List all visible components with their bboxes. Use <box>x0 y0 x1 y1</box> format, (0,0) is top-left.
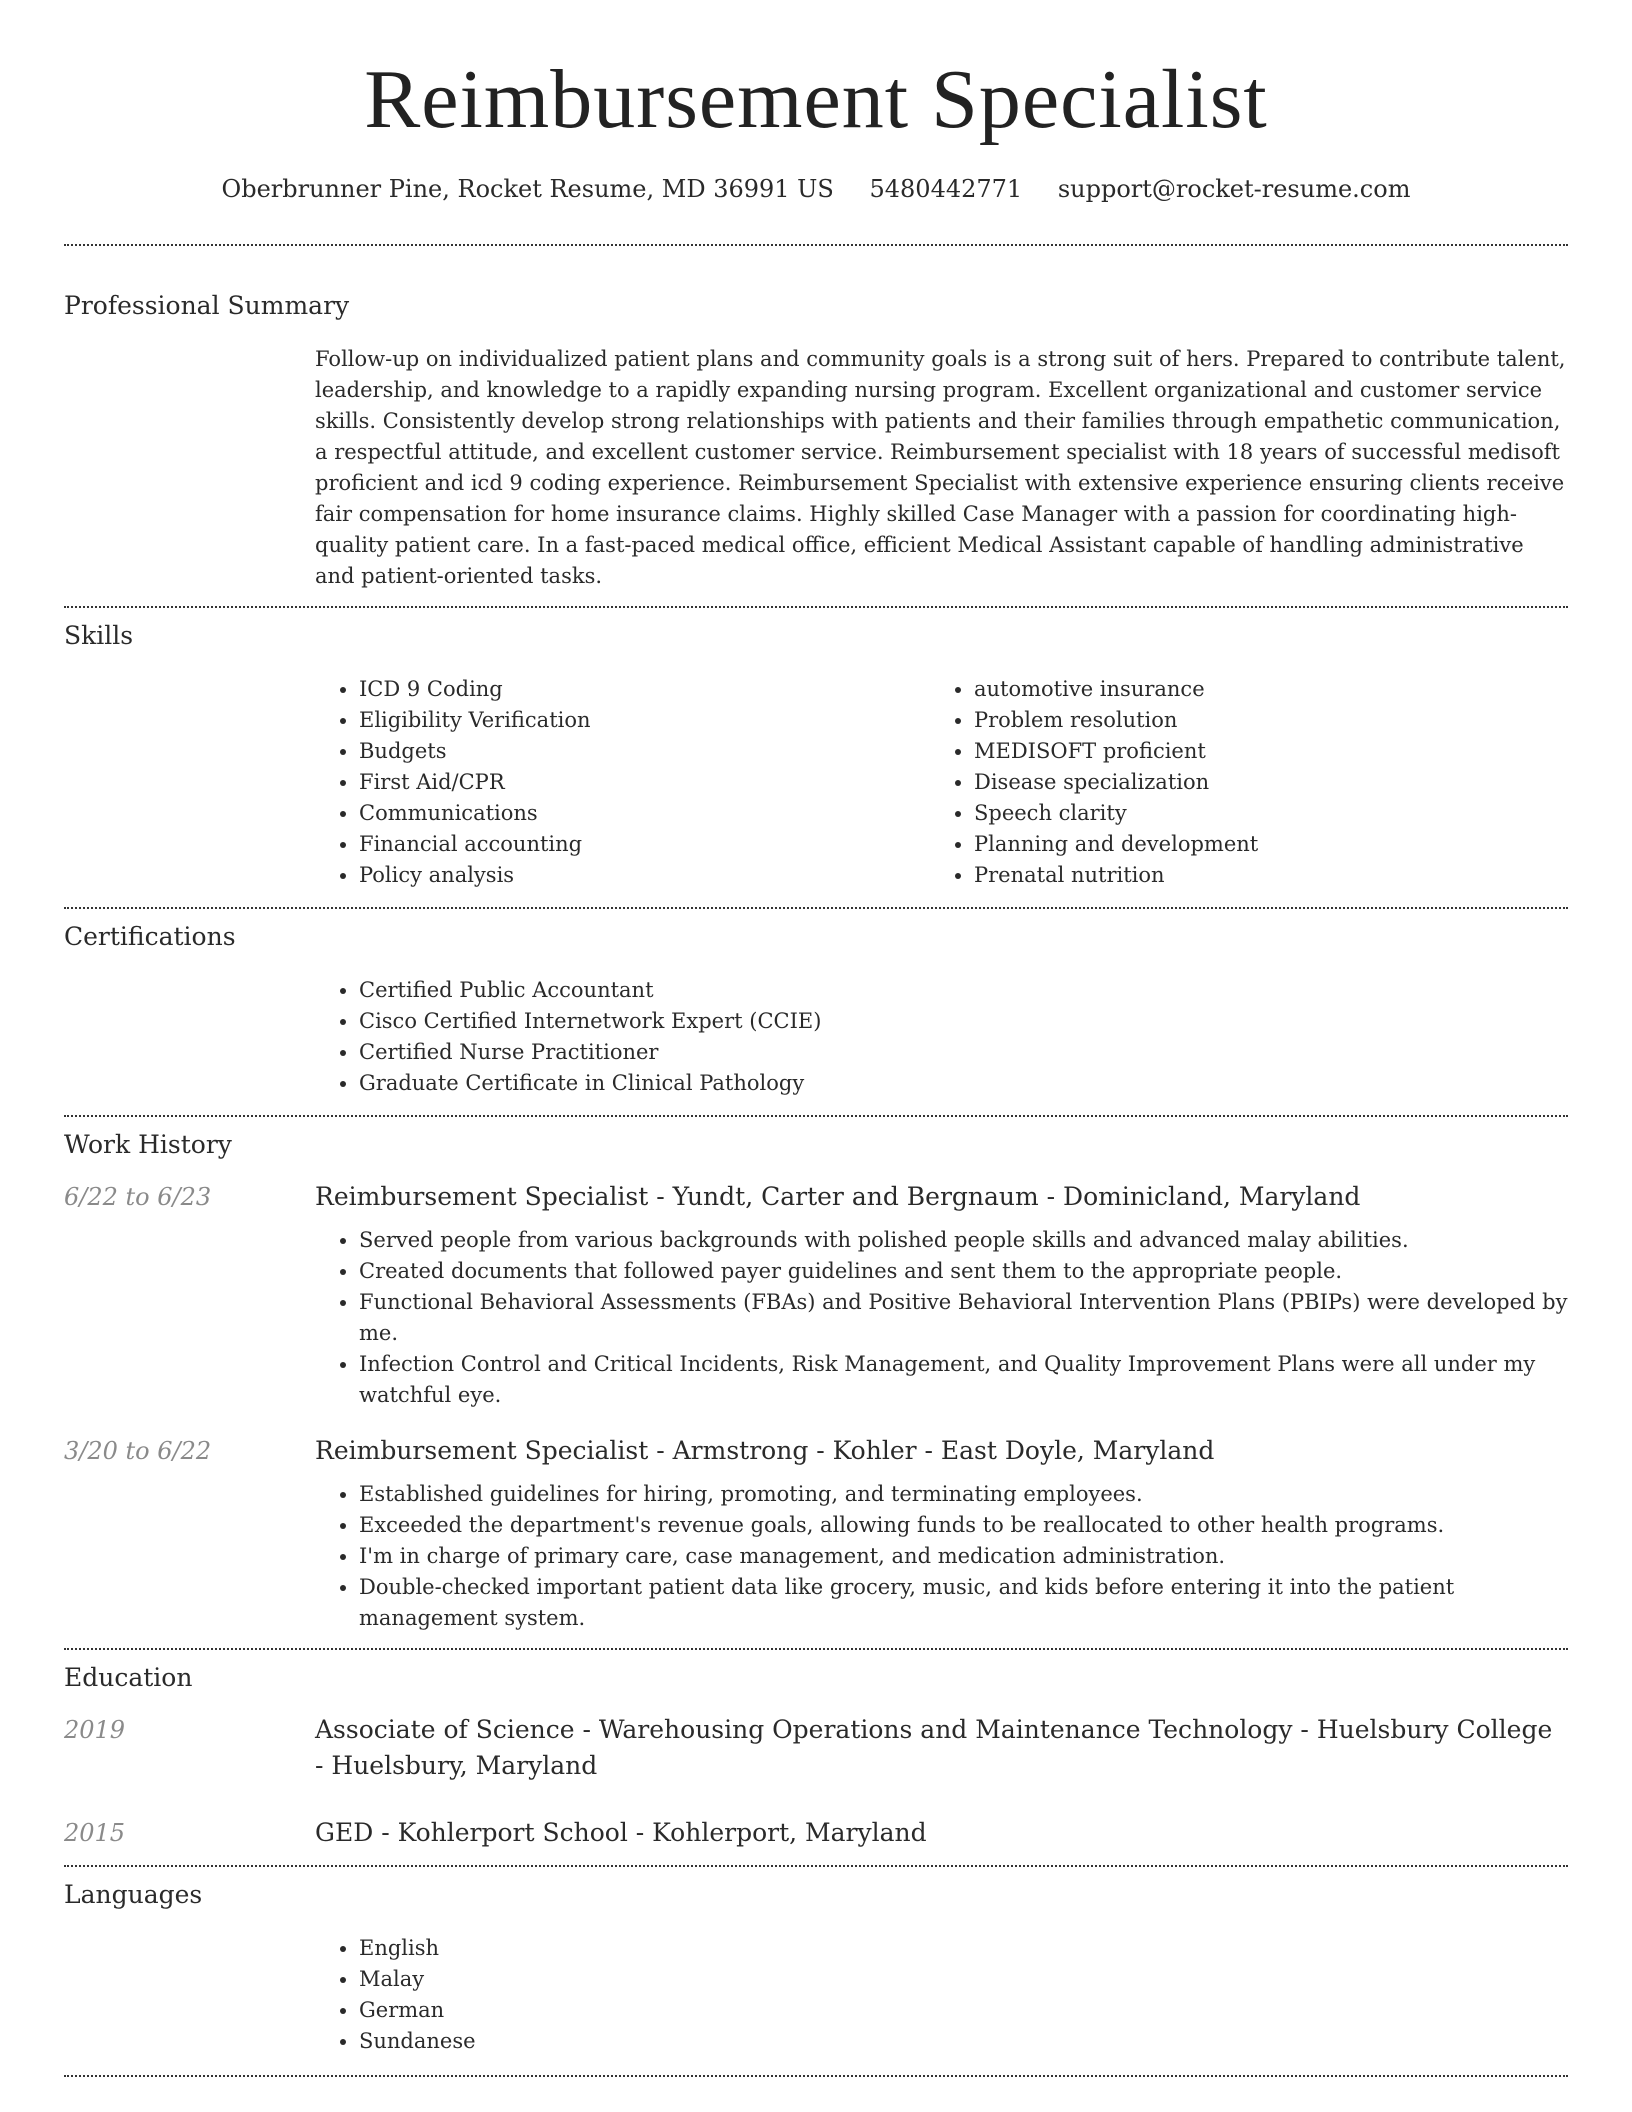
contact-email: support@rocket-resume.com <box>1057 175 1411 203</box>
section-title-education: Education <box>64 1663 193 1692</box>
section-education <box>64 1650 1568 1851</box>
skill-item: • ICD 9 Coding <box>359 674 930 705</box>
skill-item: • Financial accounting <box>359 829 930 860</box>
section-title-summary: Professional Summary <box>64 291 350 320</box>
skill-item: • Communications <box>359 798 930 829</box>
contact-address: Oberbrunner Pine, Rocket Resume, MD 36991 US <box>221 175 834 203</box>
language-item: • German <box>359 1995 1568 2026</box>
skill-item: • Planning and development <box>974 829 1545 860</box>
job-title: Reimbursement Specialist - Armstrong - Kohler - East Doyle, Maryland <box>315 1436 1215 1465</box>
education-entry <box>64 1712 1568 1784</box>
job-bullet: • Exceeded the department's revenue goals, allowing funds to be reallocated to other health programs. <box>359 1510 1568 1541</box>
section-certifications <box>64 909 1568 1099</box>
section-title-skills: Skills <box>64 621 134 650</box>
section-work-history <box>64 1117 1568 1634</box>
skill-item: • Disease specialization <box>974 767 1545 798</box>
section-title-certifications: Certifications <box>64 922 236 951</box>
skill-item: • Budgets <box>359 736 930 767</box>
section-title-languages: Languages <box>64 1880 203 1909</box>
section-title-work: Work History <box>64 1130 232 1159</box>
section-skills <box>64 608 1568 891</box>
resume-header <box>64 0 1568 204</box>
job-entry <box>64 1433 1568 1634</box>
education-year: 2019 <box>64 1716 126 1744</box>
skills-column-left <box>315 674 930 891</box>
job-dates: 6/22 to 6/23 <box>64 1183 212 1211</box>
skill-item: • automotive insurance <box>974 674 1545 705</box>
skill-item: • Speech clarity <box>974 798 1545 829</box>
education-title: GED - Kohlerport School - Kohlerport, Maryland <box>315 1818 927 1847</box>
contact-phone: 5480442771 <box>869 175 1023 203</box>
job-bullet: • Double-checked important patient data like grocery, music, and kids before entering it into the patient management system. <box>359 1572 1568 1634</box>
summary-text: Follow-up on individualized patient plans and community goals is a strong suit of hers. Prepared to contribute talent, leadership, and knowledge to a rapidly expanding nursing program. Excellent organizational and customer service skills. Consistently develop strong relationships with patients and their families through empathetic communication, a respectful attitude, and excellent customer service. Reimbursement specialist with 18 years of successful medisoft proficient and icd 9 coding experience. Reimbursement Specialist with extensive experience ensuring clients receive fair compensation for home insurance claims. Highly skilled Case Manager with a passion for coordinating high-quality patient care. In a fast-paced medical office, efficient Medical Assistant capable of handling administrative and patient-oriented tasks. <box>315 347 1566 588</box>
job-bullet: • Served people from various backgrounds with polished people skills and advanced malay abilities. <box>359 1225 1568 1256</box>
skill-item: • Prenatal nutrition <box>974 860 1545 891</box>
certification-item: • Certified Public Accountant <box>359 975 1568 1006</box>
job-bullet: • Created documents that followed payer guidelines and sent them to the appropriate people. <box>359 1256 1568 1287</box>
certification-item: • Graduate Certificate in Clinical Pathology <box>359 1068 1568 1099</box>
job-dates: 3/20 to 6/22 <box>64 1437 212 1465</box>
language-item: • Malay <box>359 1964 1568 1995</box>
education-title: Associate of Science - Warehousing Operations and Maintenance Technology - Huelsbury College - Huelsbury, Maryland <box>315 1715 1553 1780</box>
job-bullet: • I'm in charge of primary care, case management, and medication administration. <box>359 1541 1568 1572</box>
education-year: 2015 <box>64 1819 126 1847</box>
certification-item: • Cisco Certified Internetwork Expert (CCIE) <box>359 1006 1568 1037</box>
skill-item: • Problem resolution <box>974 705 1545 736</box>
certification-item: • Certified Nurse Practitioner <box>359 1037 1568 1068</box>
language-item: • Sundanese <box>359 2026 1568 2057</box>
education-entry <box>64 1815 1568 1851</box>
divider <box>64 2075 1568 2077</box>
skill-item: • Eligibility Verification <box>359 705 930 736</box>
skill-item: • Policy analysis <box>359 860 930 891</box>
job-entry <box>64 1179 1568 1411</box>
job-title: Reimbursement Specialist - Yundt, Carter and Bergnaum - Dominicland, Maryland <box>315 1182 1361 1211</box>
skills-column-right <box>930 674 1545 891</box>
job-bullet: • Functional Behavioral Assessments (FBAs) and Positive Behavioral Intervention Plans (PBIPs) were developed by me. <box>359 1287 1568 1349</box>
job-bullet: • Established guidelines for hiring, promoting, and terminating employees. <box>359 1479 1568 1510</box>
section-languages <box>64 1867 1568 2057</box>
contact-line <box>64 174 1568 204</box>
candidate-name: Reimbursement Specialist <box>364 53 1268 146</box>
skill-item: • MEDISOFT proficient <box>974 736 1545 767</box>
section-summary <box>64 246 1568 592</box>
language-item: • English <box>359 1933 1568 1964</box>
skill-item: • First Aid/CPR <box>359 767 930 798</box>
job-bullet: • Infection Control and Critical Incidents, Risk Management, and Quality Improvement Plans were all under my watchful eye. <box>359 1349 1568 1411</box>
